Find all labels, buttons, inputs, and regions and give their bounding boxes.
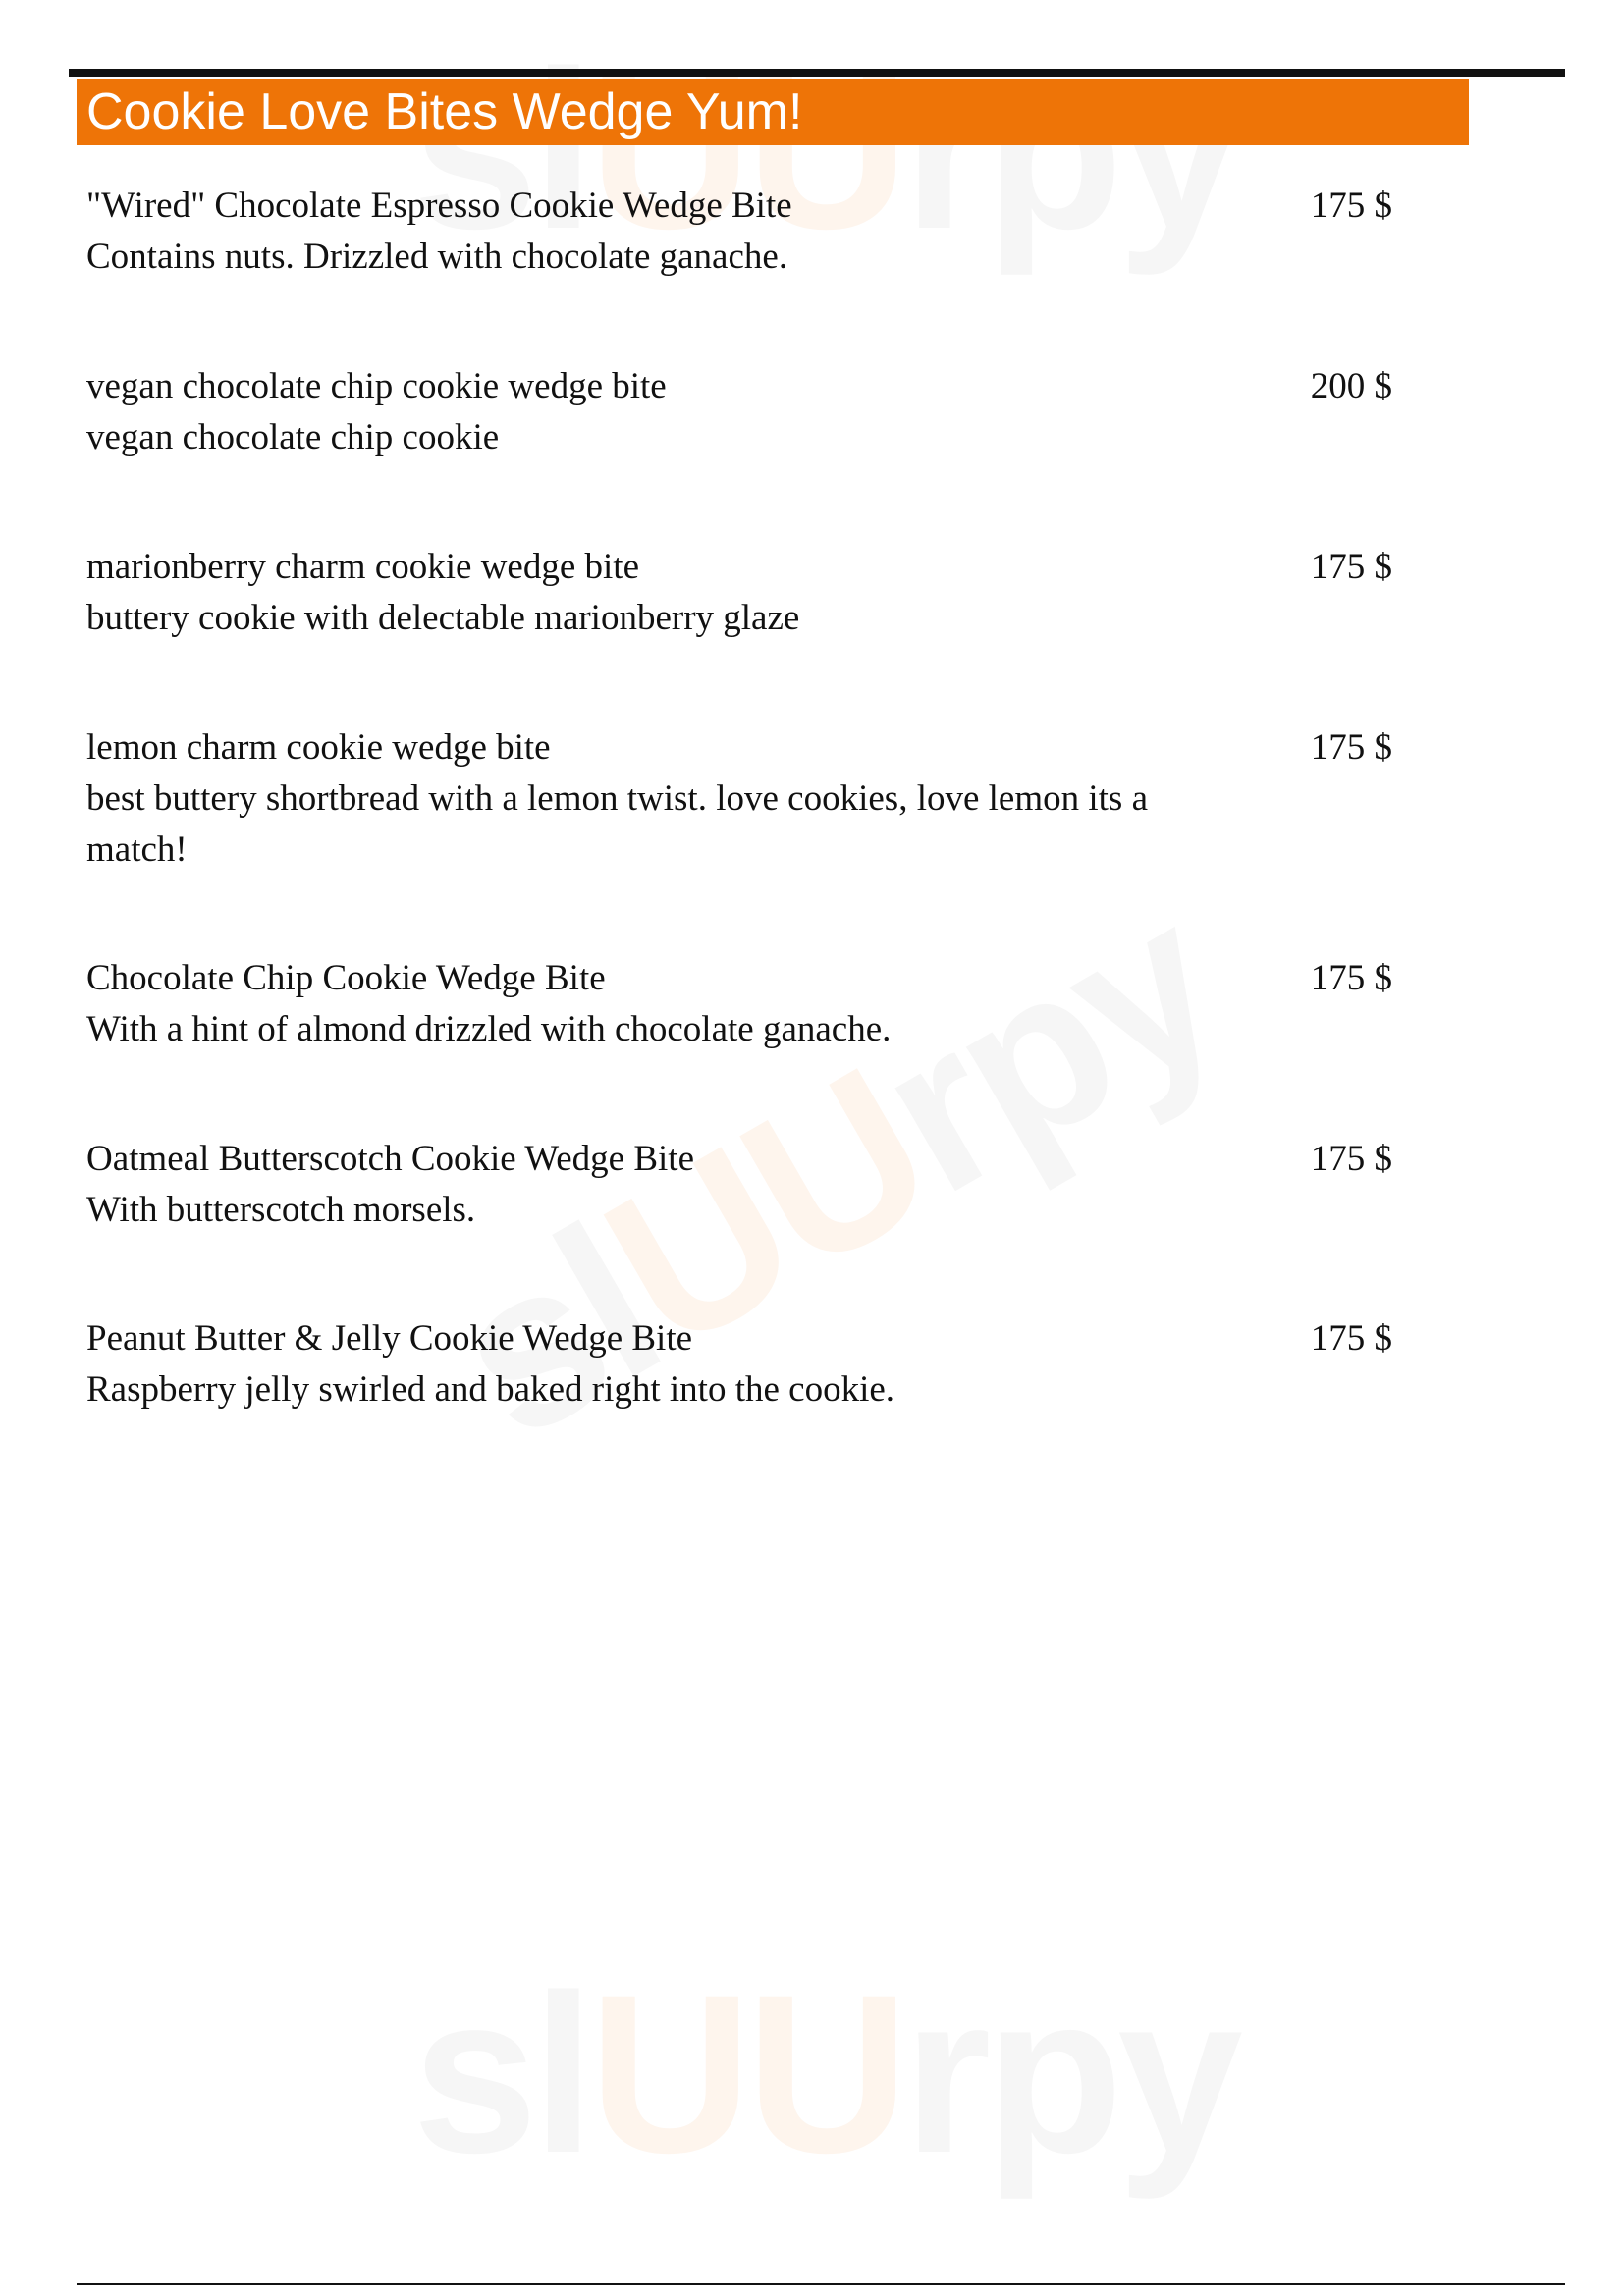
watermark-logo: UU [567,1022,966,1398]
item-price: 175 $ [1310,547,1392,587]
menu-item [86,1313,1392,1415]
menu-item [86,953,1392,1055]
menu-item [86,361,1392,463]
item-name: Chocolate Chip Cookie Wedge Bite [86,958,606,998]
item-price: 175 $ [1310,1318,1392,1359]
item-price: 175 $ [1310,958,1392,998]
item-description: buttery cookie with delectable marionberry glaze [86,598,800,638]
section-title: Cookie Love Bites Wedge Yum! [86,83,803,140]
item-description: best buttery shortbread with a lemon twist. love cookies, love lemon its a match! [86,778,1149,870]
bottom-divider [77,2283,1565,2285]
item-description: Contains nuts. Drizzled with chocolate ganache. [86,237,788,277]
item-price: 175 $ [1310,186,1392,226]
item-description: With a hint of almond drizzled with chocolate ganache. [86,1009,892,1049]
item-name: marionberry charm cookie wedge bite [86,547,639,587]
item-price: 175 $ [1310,727,1392,768]
item-name: Oatmeal Butterscotch Cookie Wedge Bite [86,1139,695,1179]
menu-item [86,181,1392,283]
item-price: 175 $ [1310,1139,1392,1179]
item-description: vegan chocolate chip cookie [86,417,500,457]
top-divider [69,69,1565,77]
item-description: Raspberry jelly swirled and baked right into the cookie. [86,1369,895,1410]
item-price: 200 $ [1310,366,1392,406]
item-name: Peanut Butter & Jelly Cookie Wedge Bite [86,1318,693,1359]
item-name: lemon charm cookie wedge bite [86,727,551,768]
section-header [77,79,1469,145]
menu-item [86,542,1392,644]
menu-item [86,722,1392,876]
item-name: vegan chocolate chip cookie wedge bite [86,366,667,406]
item-description: With butterscotch morsels. [86,1190,476,1230]
menu-item [86,1134,1392,1236]
item-name: "Wired" Chocolate Espresso Cookie Wedge Bite [86,186,792,226]
watermark-logo: UU [588,1948,904,2200]
watermark-logo: UU [588,24,904,276]
